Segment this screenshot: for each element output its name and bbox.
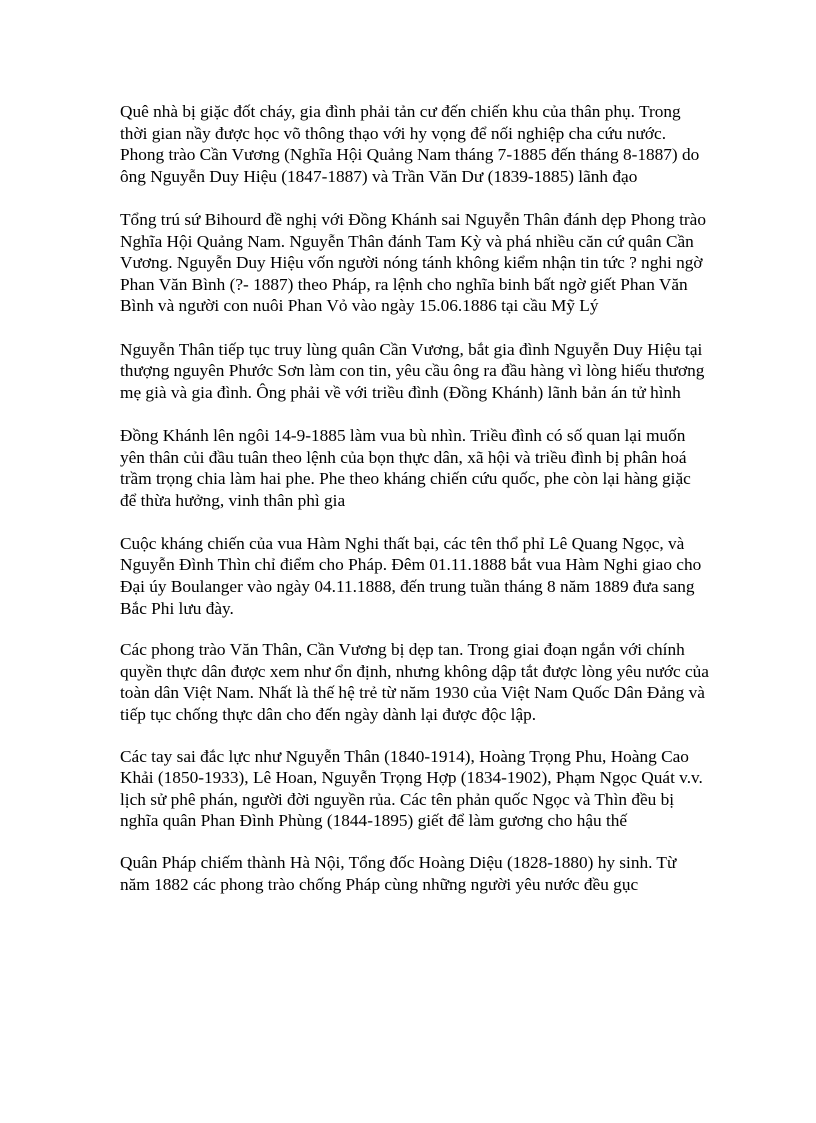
paragraph-6: Các phong trào Văn Thân, Cần Vương bị dẹp tan. Trong giai đoạn ngắn với chính quyền thực dân được xem như ổn định, nhưng không dập tắt được lòng yêu nước của toàn dân Việt Nam. Nhất là thế hệ trẻ từ năm 1930 của Việt Nam Quốc Dân Đảng và tiếp tục chống thực dân cho đến ngày dành lại được độc lập.	[120, 640, 709, 725]
paragraph-1: Quê nhà bị giặc đốt cháy, gia đình phải tản cư đến chiến khu của thân phụ. Trong thời gian nầy được học võ thông thạo với hy vọng để nối nghiệp cha cứu nước. Phong trào Cần Vương (Nghĩa Hội Quảng Nam tháng 7-1885 đến tháng 8-1887) do ông Nguyễn Duy Hiệu (1847-1887) và Trần Văn Dư (1839-1885) lãnh đạo	[120, 102, 700, 186]
paragraph-7: Các tay sai đắc lực như Nguyễn Thân (1840-1914), Hoàng Trọng Phu, Hoàng Cao Khải (1850-1933), Lê Hoan, Nguyễn Trọng Hợp (1834-1902), Phạm Ngọc Quát v.v. lịch sử phê phán, người đời nguyền rủa. Các tên phản quốc Ngọc và Thìn đều bị nghĩa quân Phan Đình Phùng (1844-1895) giết để làm gương cho hậu thế	[120, 746, 703, 831]
document-page	[120, 101, 710, 917]
paragraph-2: Tổng trú sứ Bihourd đề nghị với Đồng Khánh sai Nguyễn Thân đánh dẹp Phong trào Nghĩa Hội Quảng Nam. Nguyễn Thân đánh Tam Kỳ và phá nhiều căn cứ quân Cần Vương. Nguyễn Duy Hiệu vốn người nóng tánh không kiểm nhận tin tức ? nghi ngờ Phan Văn Bình (?- 1887) theo Pháp, ra lệnh cho nghĩa binh bất ngờ giết Phan Văn Bình và người con nuôi Phan Vỏ vào ngày 15.06.1886 tại cầu Mỹ Lý	[120, 209, 706, 316]
paragraph-5: Cuộc kháng chiến của vua Hàm Nghi thất bại, các tên thổ phỉ Lê Quang Ngọc, và Nguyễn Đình Thìn chỉ điểm cho Pháp. Đêm 01.11.1888 bắt vua Hàm Nghi giao cho Đại úy Boulanger vào ngày 04.11.1888, đến trung tuần tháng 8 năm 1889 đưa sang Bắc Phi lưu đày.	[120, 533, 702, 618]
paragraph-4: Đồng Khánh lên ngôi 14-9-1885 làm vua bù nhìn. Triều đình có số quan lại muốn yên thân củi đầu tuân theo lệnh của bọn thực dân, xã hội và triều đình bị phân hoá trầm trọng chia làm hai phe. Phe theo kháng chiến cứu quốc, phe còn lại hàng giặc để thừa hưởng, vinh thân phì gia	[120, 425, 691, 510]
paragraph-8: Quân Pháp chiếm thành Hà Nội, Tổng đốc Hoàng Diệu (1828-1880) hy sinh. Từ năm 1882 các phong trào chống Pháp cùng những người yêu nước đều gục	[120, 853, 677, 894]
paragraph-3: Nguyễn Thân tiếp tục truy lùng quân Cần Vương, bắt gia đình Nguyễn Duy Hiệu tại thượng nguyên Phước Sơn làm con tin, yêu cầu ông ra đầu hàng vì lòng hiếu thương mẹ già và gia đình. Ông phải về với triều đình (Đồng Khánh) lãnh bản án tử hình	[120, 339, 705, 402]
